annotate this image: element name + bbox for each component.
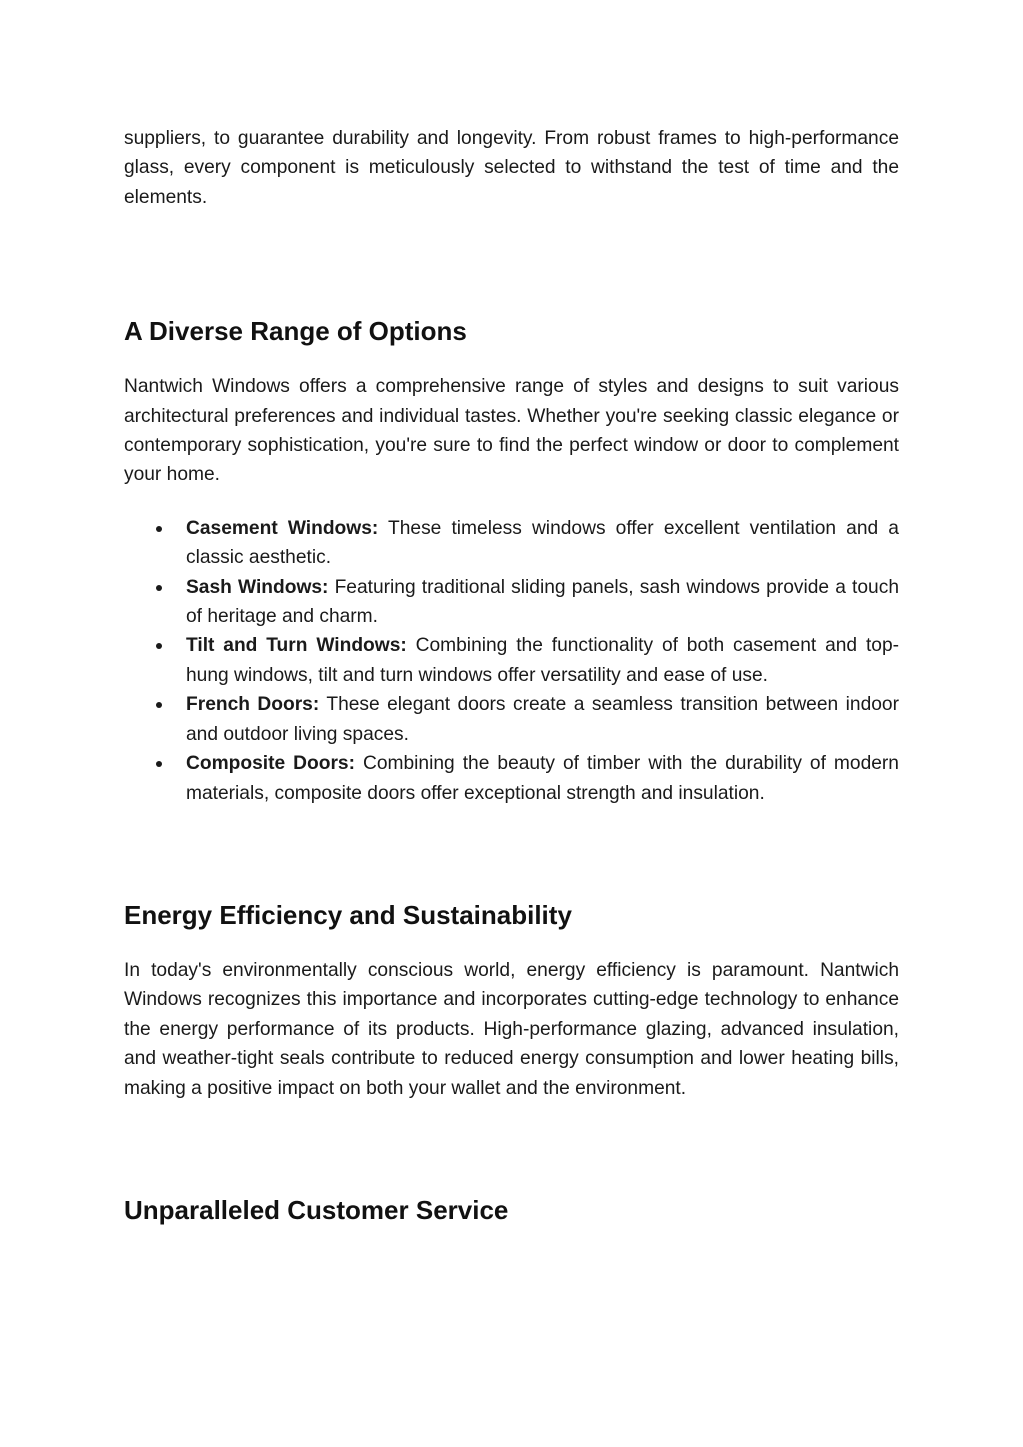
list-item-term: Casement Windows:: [186, 517, 379, 539]
document-page: [124, 124, 899, 1227]
options-list: [124, 514, 899, 808]
list-item: [124, 573, 899, 632]
bullet-icon: [156, 585, 162, 591]
options-paragraph: Nantwich Windows offers a comprehensive range of styles and designs to suit various architectural preferences and individual tastes. Whether you're seeking classic elegance or contemporary sophistication, you're sure to find the perfect window or door to complement your home.: [124, 376, 899, 486]
intro-paragraph: suppliers, to guarantee durability and longevity. From robust frames to high-performance glass, every component is meticulously selected to withstand the test of time and the elements.: [124, 128, 899, 208]
energy-paragraph: In today's environmentally conscious world, energy efficiency is paramount. Nantwich Windows recognizes this importance and incorporates cutting-edge technology to enhance the energy performance of its products. High-performance glazing, advanced insulation, and weather-tight seals contribute to reduced energy consumption and lower heating bills, making a positive impact on both your wallet and the environment.: [124, 959, 899, 1099]
bullet-icon: [156, 761, 162, 767]
list-item-text: Combining the functionality of both casement and top-hung windows, tilt and turn windows offer versatility and ease of use.: [186, 635, 900, 686]
list-item: [124, 514, 899, 573]
bullet-icon: [156, 702, 162, 708]
list-item-text: Featuring traditional sliding panels, sash windows provide a touch of heritage and charm.: [186, 576, 899, 628]
list-item-term: Sash Windows:: [186, 576, 329, 598]
heading-customer-service: Unparalleled Customer Service: [124, 1194, 509, 1225]
list-item-term: French Doors:: [186, 694, 320, 716]
heading-diverse-range: A Diverse Range of Options: [124, 316, 467, 347]
list-item-term: Composite Doors:: [186, 753, 355, 775]
list-item: [124, 690, 899, 749]
heading-energy-efficiency: Energy Efficiency and Sustainability: [124, 899, 572, 930]
list-item: [124, 631, 899, 690]
list-item-text: These timeless windows offer excellent ventilation and a classic aesthetic.: [186, 517, 899, 569]
list-item-text: These elegant doors create a seamless transition between indoor and outdoor living spaces.: [186, 694, 899, 745]
list-item-text: Combining the beauty of timber with the durability of modern materials, composite doors offer exceptional strength and insulation.: [186, 753, 899, 804]
bullet-icon: [156, 526, 162, 532]
list-item-term: Tilt and Turn Windows:: [186, 635, 407, 657]
list-item: [124, 749, 899, 808]
bullet-icon: [156, 643, 162, 649]
